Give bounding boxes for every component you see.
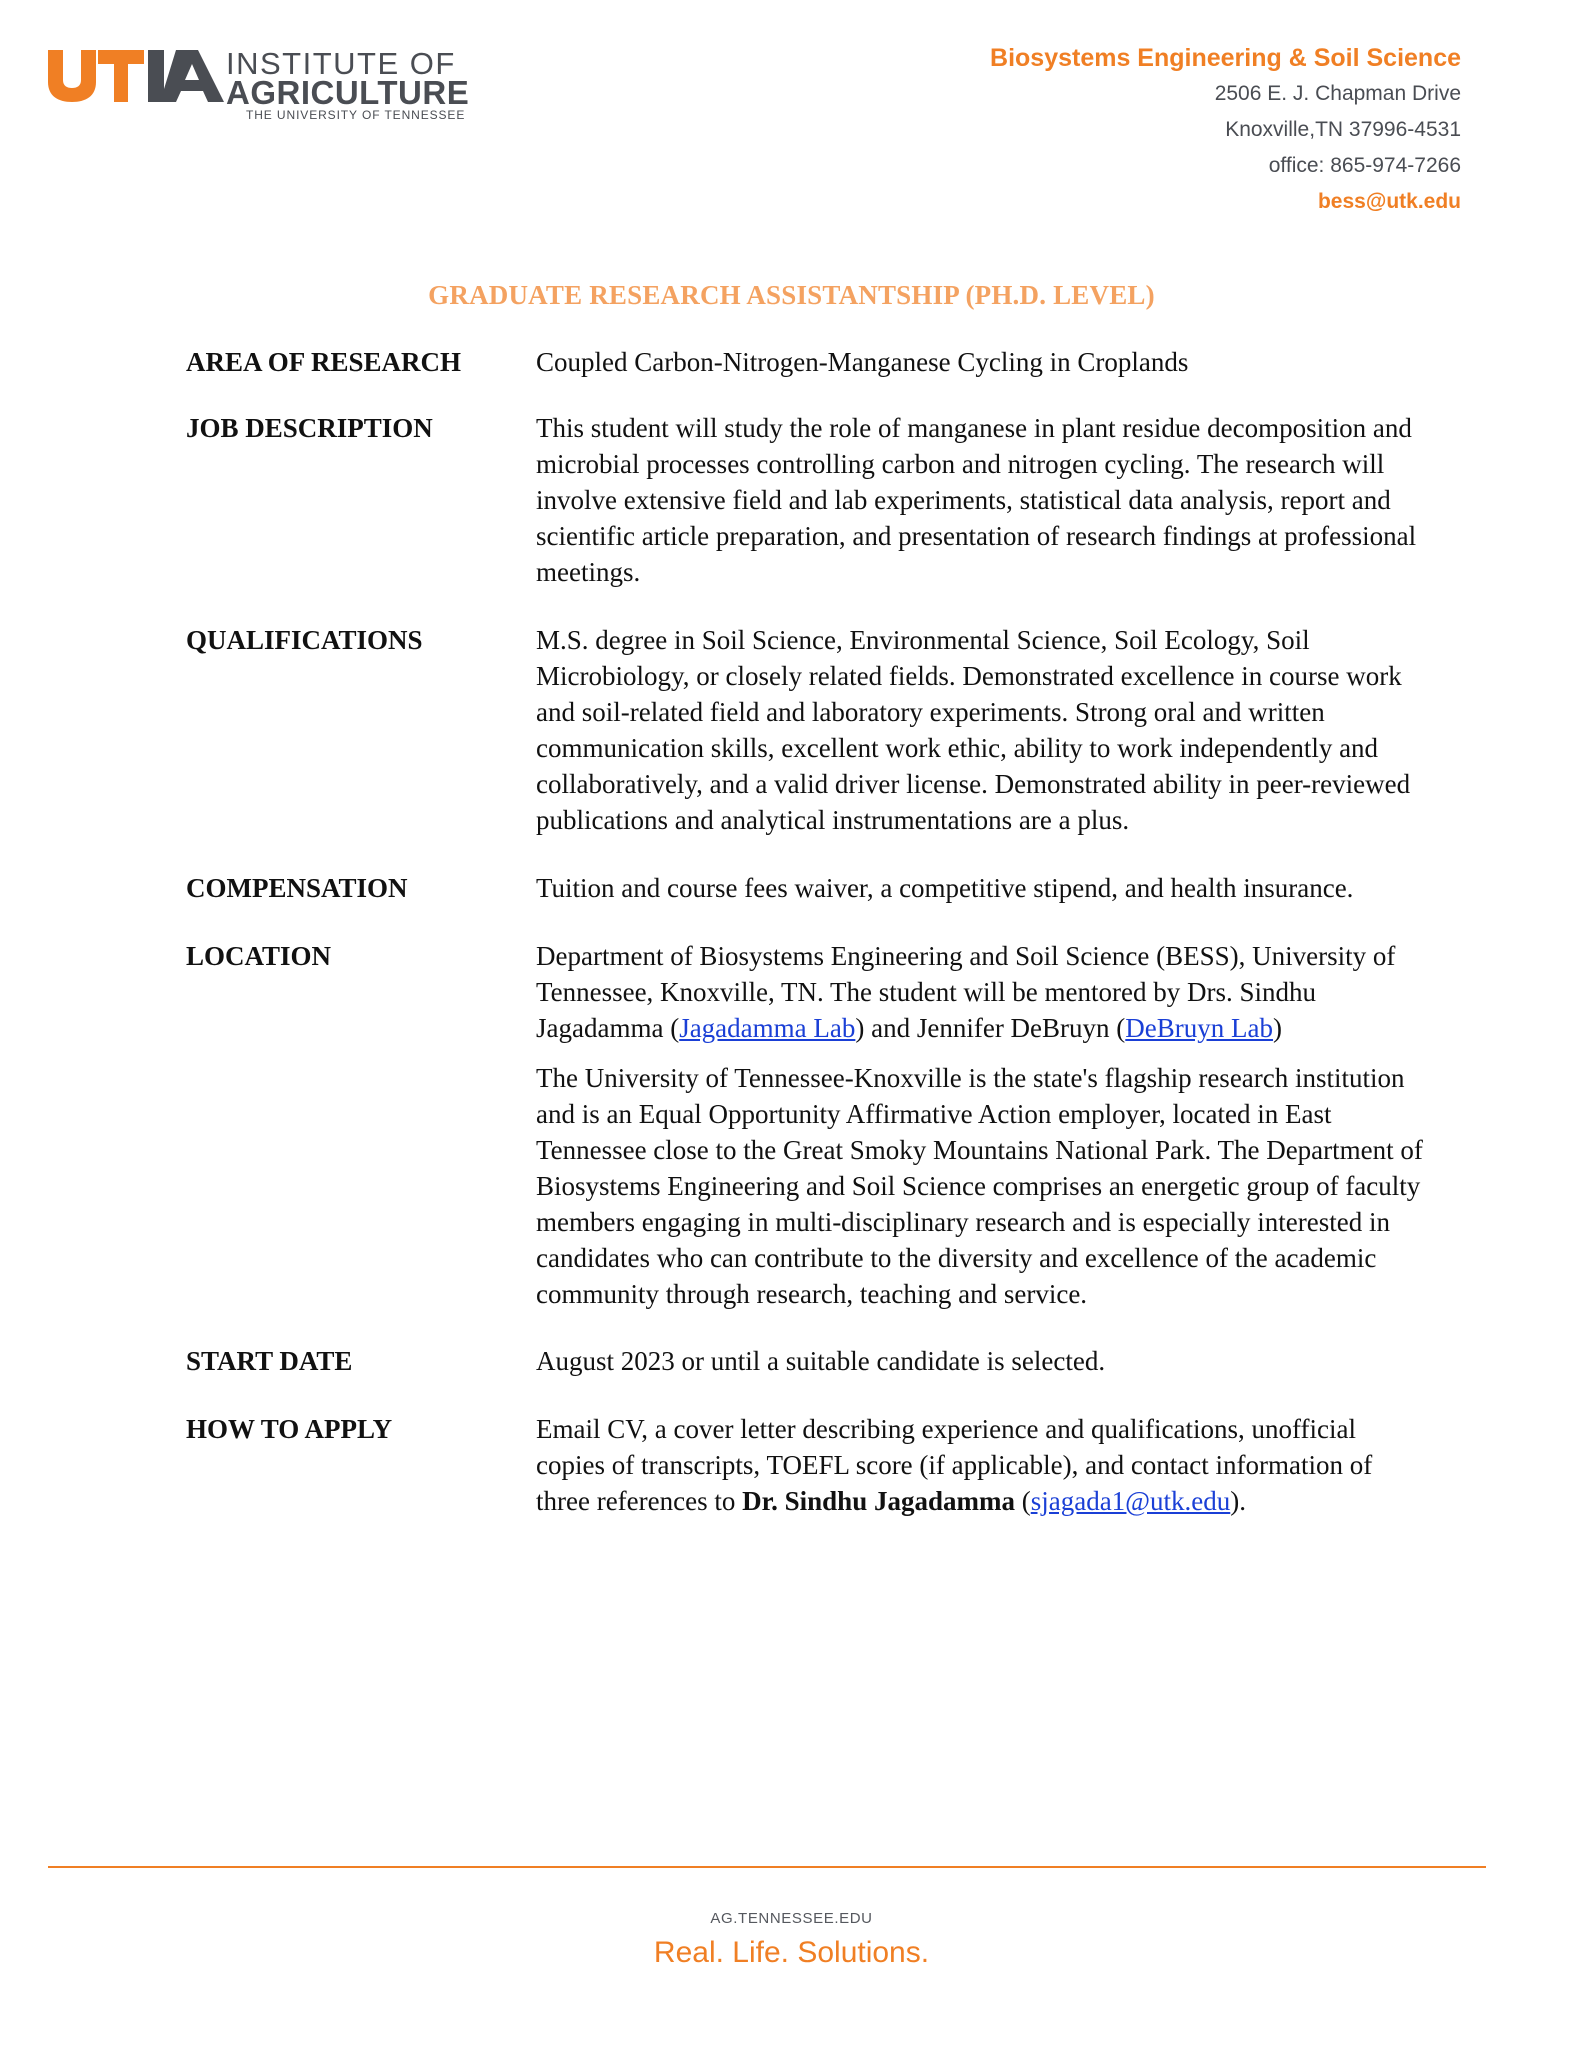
- department-address-block: [990, 40, 1461, 220]
- row-start-date: [186, 1343, 1426, 1379]
- document-title: GRADUATE RESEARCH ASSISTANTSHIP (PH.D. LEVEL): [428, 280, 1155, 310]
- location-text-c: ): [1273, 1013, 1283, 1043]
- start-value: August 2023 or until a suitable candidate is selected.: [536, 1346, 1106, 1376]
- location-text-b: ) and Jennifer DeBruyn (: [855, 1013, 1126, 1043]
- apply-value: [536, 1411, 1426, 1519]
- row-qualifications: [186, 622, 1426, 838]
- apply-label: HOW TO APPLY: [186, 1414, 393, 1444]
- compensation-label: COMPENSATION: [186, 873, 408, 903]
- job-value: This student will study the role of manganese in plant residue decomposition and microbial processes controlling carbon and nitrogen cycling. The research will involve extensive field and lab experiments, statistical data analysis, report and scientific article preparation, and presentation of research findings at professional meetings.: [536, 413, 1417, 587]
- street-address: 2506 E. J. Chapman Drive: [1214, 82, 1461, 105]
- location-text-a: Department of Biosystems Engineering and Soil Science (BESS), University of Tennessee, Knoxville, TN. The student will be mentored by Drs. Sindhu Jagadamma (: [536, 941, 1396, 1043]
- row-area-of-research: [186, 344, 1426, 380]
- row-job-description: [186, 410, 1426, 590]
- apply-text-a: Email CV, a cover letter describing experience and qualifications, unofficial copies of transcripts, TOEFL score (if applicable), and contact information of three references to: [536, 1414, 1373, 1516]
- row-location: [186, 938, 1426, 1312]
- department-email: bess@utk.edu: [1317, 190, 1461, 213]
- area-label: AREA OF RESEARCH: [186, 347, 462, 377]
- qualifications-label: QUALIFICATIONS: [186, 625, 423, 655]
- qualifications-value: M.S. degree in Soil Science, Environmental Science, Soil Ecology, Soil Microbiology, or closely related fields. Demonstrated excellence in course work and soil-related field and laboratory experiments. Strong oral and written communication skills, excellent work ethic, ability to work independently and collaboratively, and a valid driver license. Demonstrated ability in peer-reviewed publications and analytical instrumentations are a plus.: [536, 625, 1411, 835]
- department-name: Biosystems Engineering & Soil Science: [990, 44, 1461, 72]
- location-value: [536, 938, 1426, 1312]
- contact-email-link[interactable]: sjagada1@utk.edu: [1030, 1486, 1231, 1516]
- footer-website: AG.TENNESSEE.EDU: [710, 1910, 873, 1927]
- row-compensation: [186, 870, 1426, 906]
- location-label: LOCATION: [186, 941, 332, 971]
- apply-text-c: ).: [1230, 1486, 1247, 1516]
- logo-agriculture-text: AGRICULTURE: [226, 74, 470, 111]
- footer-divider: [48, 1866, 1486, 1868]
- footer-tagline: Real. Life. Solutions.: [653, 1936, 930, 1969]
- office-phone: office: 865-974-7266: [1268, 154, 1461, 177]
- debruyn-lab-link[interactable]: DeBruyn Lab: [1125, 1013, 1274, 1043]
- start-label: START DATE: [186, 1346, 353, 1376]
- row-how-to-apply: [186, 1411, 1426, 1519]
- contact-name: Dr. Sindhu Jagadamma: [742, 1486, 1015, 1516]
- area-value: Coupled Carbon-Nitrogen-Manganese Cycling in Croplands: [536, 347, 1189, 377]
- logo-institute-text: INSTITUTE OF: [226, 46, 456, 81]
- job-label: JOB DESCRIPTION: [186, 413, 433, 443]
- position-details: [186, 344, 1426, 1519]
- jagadamma-lab-link[interactable]: Jagadamma Lab: [679, 1013, 856, 1043]
- logo-university-text: THE UNIVERSITY OF TENNESSEE: [246, 108, 466, 122]
- compensation-value: Tuition and course fees waiver, a competitive stipend, and health insurance.: [536, 873, 1354, 903]
- apply-text-b: (: [1014, 1486, 1031, 1516]
- location-paragraph: [536, 938, 1426, 1046]
- utia-logo: [48, 46, 488, 122]
- utia-logo-mark: [48, 50, 224, 102]
- university-paragraph: The University of Tennessee-Knoxville is the state's flagship research institution and is an Equal Opportunity Affirmative Action employer, located in East Tennessee close to the Great Smoky Mountains National Park. The Department of Biosystems Engineering and Soil Science comprises an energetic group of faculty members engaging in multi-disciplinary research and is especially interested in candidates who can contribute to the diversity and excellence of the academic community through research, teaching and service.: [536, 1063, 1423, 1309]
- city-state-zip: Knoxville,TN 37996-4531: [1225, 118, 1461, 141]
